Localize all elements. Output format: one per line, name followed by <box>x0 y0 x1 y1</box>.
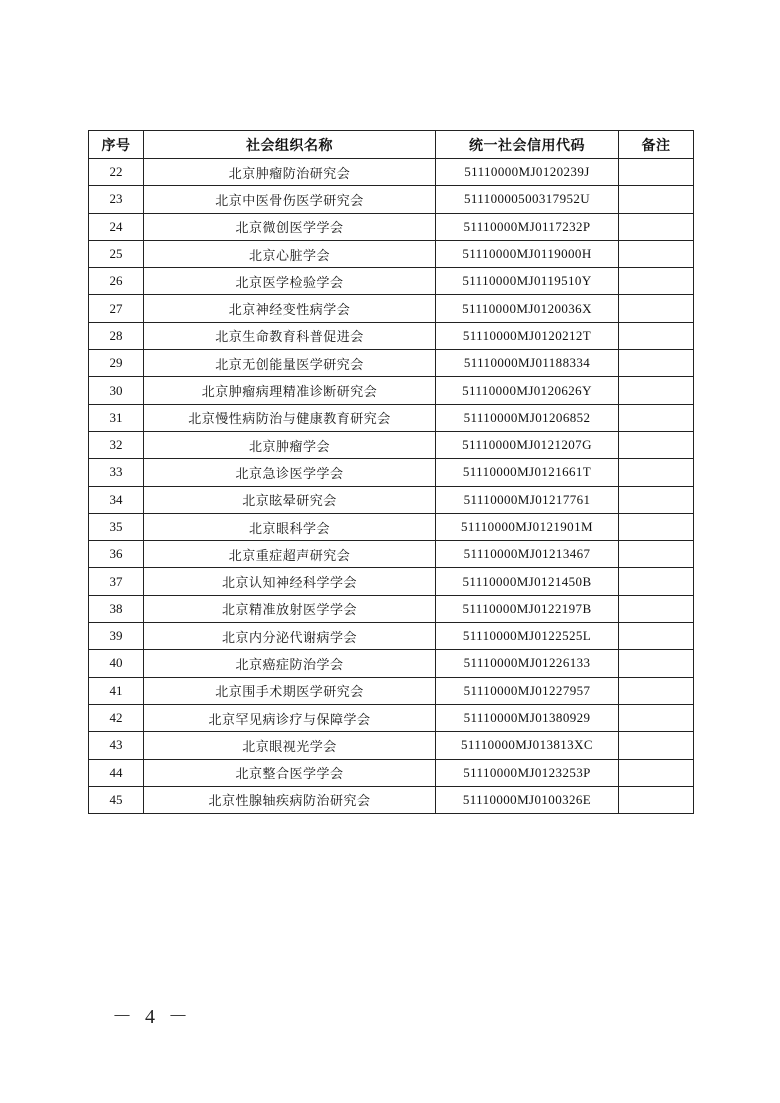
cell-credit-code: 51110000MJ0121207G <box>436 431 619 458</box>
cell-credit-code: 51110000MJ0121901M <box>436 513 619 540</box>
cell-credit-code: 51110000MJ0121661T <box>436 459 619 486</box>
cell-org-name: 北京精准放射医学学会 <box>144 595 436 622</box>
cell-seq: 34 <box>89 486 144 513</box>
cell-seq: 42 <box>89 704 144 731</box>
table-row <box>89 404 694 431</box>
cell-credit-code: 51110000MJ0120212T <box>436 322 619 349</box>
cell-org-name: 北京生命教育科普促进会 <box>144 322 436 349</box>
cell-seq: 39 <box>89 623 144 650</box>
cell-credit-code: 51110000MJ013813XC <box>436 732 619 759</box>
cell-remark <box>619 486 694 513</box>
cell-org-name: 北京癌症防治学会 <box>144 650 436 677</box>
cell-remark <box>619 568 694 595</box>
table-row <box>89 623 694 650</box>
table-row <box>89 459 694 486</box>
header-remark: 备注 <box>619 131 694 159</box>
table-row <box>89 377 694 404</box>
table-row <box>89 486 694 513</box>
cell-seq: 24 <box>89 213 144 240</box>
table-row <box>89 786 694 813</box>
cell-seq: 31 <box>89 404 144 431</box>
cell-remark <box>619 786 694 813</box>
table-row <box>89 186 694 213</box>
cell-seq: 32 <box>89 431 144 458</box>
cell-remark <box>619 159 694 186</box>
cell-credit-code: 51110000MJ0120036X <box>436 295 619 322</box>
cell-seq: 44 <box>89 759 144 786</box>
cell-org-name: 北京眩晕研究会 <box>144 486 436 513</box>
table-row <box>89 159 694 186</box>
cell-org-name: 北京心脏学会 <box>144 240 436 267</box>
cell-remark <box>619 732 694 759</box>
cell-seq: 37 <box>89 568 144 595</box>
table-row <box>89 322 694 349</box>
cell-remark <box>619 704 694 731</box>
organization-table <box>88 130 694 814</box>
cell-org-name: 北京整合医学学会 <box>144 759 436 786</box>
cell-remark <box>619 541 694 568</box>
cell-seq: 38 <box>89 595 144 622</box>
cell-org-name: 北京重症超声研究会 <box>144 541 436 568</box>
table-row <box>89 213 694 240</box>
cell-credit-code: 51110000MJ0122197B <box>436 595 619 622</box>
cell-remark <box>619 623 694 650</box>
cell-credit-code: 51110000500317952U <box>436 186 619 213</box>
table-body <box>89 159 694 814</box>
cell-remark <box>619 350 694 377</box>
cell-credit-code: 51110000MJ0119000H <box>436 240 619 267</box>
cell-org-name: 北京慢性病防治与健康教育研究会 <box>144 404 436 431</box>
cell-remark <box>619 431 694 458</box>
cell-credit-code: 51110000MJ0122525L <box>436 623 619 650</box>
cell-seq: 36 <box>89 541 144 568</box>
cell-org-name: 北京内分泌代谢病学会 <box>144 623 436 650</box>
cell-remark <box>619 268 694 295</box>
cell-seq: 28 <box>89 322 144 349</box>
cell-remark <box>619 650 694 677</box>
cell-org-name: 北京无创能量医学研究会 <box>144 350 436 377</box>
table-row <box>89 677 694 704</box>
cell-remark <box>619 677 694 704</box>
table-row <box>89 759 694 786</box>
cell-credit-code: 51110000MJ01206852 <box>436 404 619 431</box>
cell-seq: 25 <box>89 240 144 267</box>
cell-org-name: 北京微创医学学会 <box>144 213 436 240</box>
cell-org-name: 北京认知神经科学学会 <box>144 568 436 595</box>
cell-seq: 27 <box>89 295 144 322</box>
cell-seq: 23 <box>89 186 144 213</box>
cell-remark <box>619 595 694 622</box>
table-row <box>89 431 694 458</box>
cell-remark <box>619 513 694 540</box>
cell-remark <box>619 213 694 240</box>
table-row <box>89 240 694 267</box>
cell-org-name: 北京围手术期医学研究会 <box>144 677 436 704</box>
table-row <box>89 541 694 568</box>
cell-remark <box>619 322 694 349</box>
table-row <box>89 295 694 322</box>
cell-credit-code: 51110000MJ0117232P <box>436 213 619 240</box>
cell-seq: 22 <box>89 159 144 186</box>
cell-remark <box>619 186 694 213</box>
table-row <box>89 268 694 295</box>
cell-seq: 40 <box>89 650 144 677</box>
table-row <box>89 732 694 759</box>
cell-org-name: 北京眼视光学会 <box>144 732 436 759</box>
cell-credit-code: 51110000MJ01213467 <box>436 541 619 568</box>
cell-seq: 35 <box>89 513 144 540</box>
cell-remark <box>619 295 694 322</box>
cell-credit-code: 51110000MJ01226133 <box>436 650 619 677</box>
cell-credit-code: 51110000MJ01217761 <box>436 486 619 513</box>
table-row <box>89 650 694 677</box>
cell-org-name: 北京肿瘤学会 <box>144 431 436 458</box>
cell-org-name: 北京眼科学会 <box>144 513 436 540</box>
cell-org-name: 北京中医骨伤医学研究会 <box>144 186 436 213</box>
cell-remark <box>619 759 694 786</box>
cell-seq: 41 <box>89 677 144 704</box>
cell-credit-code: 51110000MJ01188334 <box>436 350 619 377</box>
cell-credit-code: 51110000MJ01227957 <box>436 677 619 704</box>
cell-seq: 26 <box>89 268 144 295</box>
cell-org-name: 北京罕见病诊疗与保障学会 <box>144 704 436 731</box>
cell-credit-code: 51110000MJ0123253P <box>436 759 619 786</box>
table-row <box>89 568 694 595</box>
cell-credit-code: 51110000MJ0121450B <box>436 568 619 595</box>
cell-org-name: 北京急诊医学学会 <box>144 459 436 486</box>
header-seq: 序号 <box>89 131 144 159</box>
table-row <box>89 704 694 731</box>
table-row <box>89 595 694 622</box>
cell-org-name: 北京性腺轴疾病防治研究会 <box>144 786 436 813</box>
cell-org-name: 北京神经变性病学会 <box>144 295 436 322</box>
cell-credit-code: 51110000MJ0120626Y <box>436 377 619 404</box>
cell-seq: 45 <box>89 786 144 813</box>
table-row <box>89 350 694 377</box>
cell-remark <box>619 377 694 404</box>
cell-credit-code: 51110000MJ0100326E <box>436 786 619 813</box>
cell-seq: 30 <box>89 377 144 404</box>
header-credit-code: 统一社会信用代码 <box>436 131 619 159</box>
table-header-row <box>89 131 694 159</box>
cell-remark <box>619 404 694 431</box>
cell-org-name: 北京肿瘤病理精准诊断研究会 <box>144 377 436 404</box>
table-row <box>89 513 694 540</box>
header-org-name: 社会组织名称 <box>144 131 436 159</box>
cell-org-name: 北京肿瘤防治研究会 <box>144 159 436 186</box>
cell-credit-code: 51110000MJ0120239J <box>436 159 619 186</box>
cell-seq: 29 <box>89 350 144 377</box>
page-number: － 4 － <box>112 1006 192 1028</box>
cell-credit-code: 51110000MJ0119510Y <box>436 268 619 295</box>
cell-seq: 33 <box>89 459 144 486</box>
cell-org-name: 北京医学检验学会 <box>144 268 436 295</box>
cell-seq: 43 <box>89 732 144 759</box>
cell-credit-code: 51110000MJ01380929 <box>436 704 619 731</box>
cell-remark <box>619 459 694 486</box>
cell-remark <box>619 240 694 267</box>
